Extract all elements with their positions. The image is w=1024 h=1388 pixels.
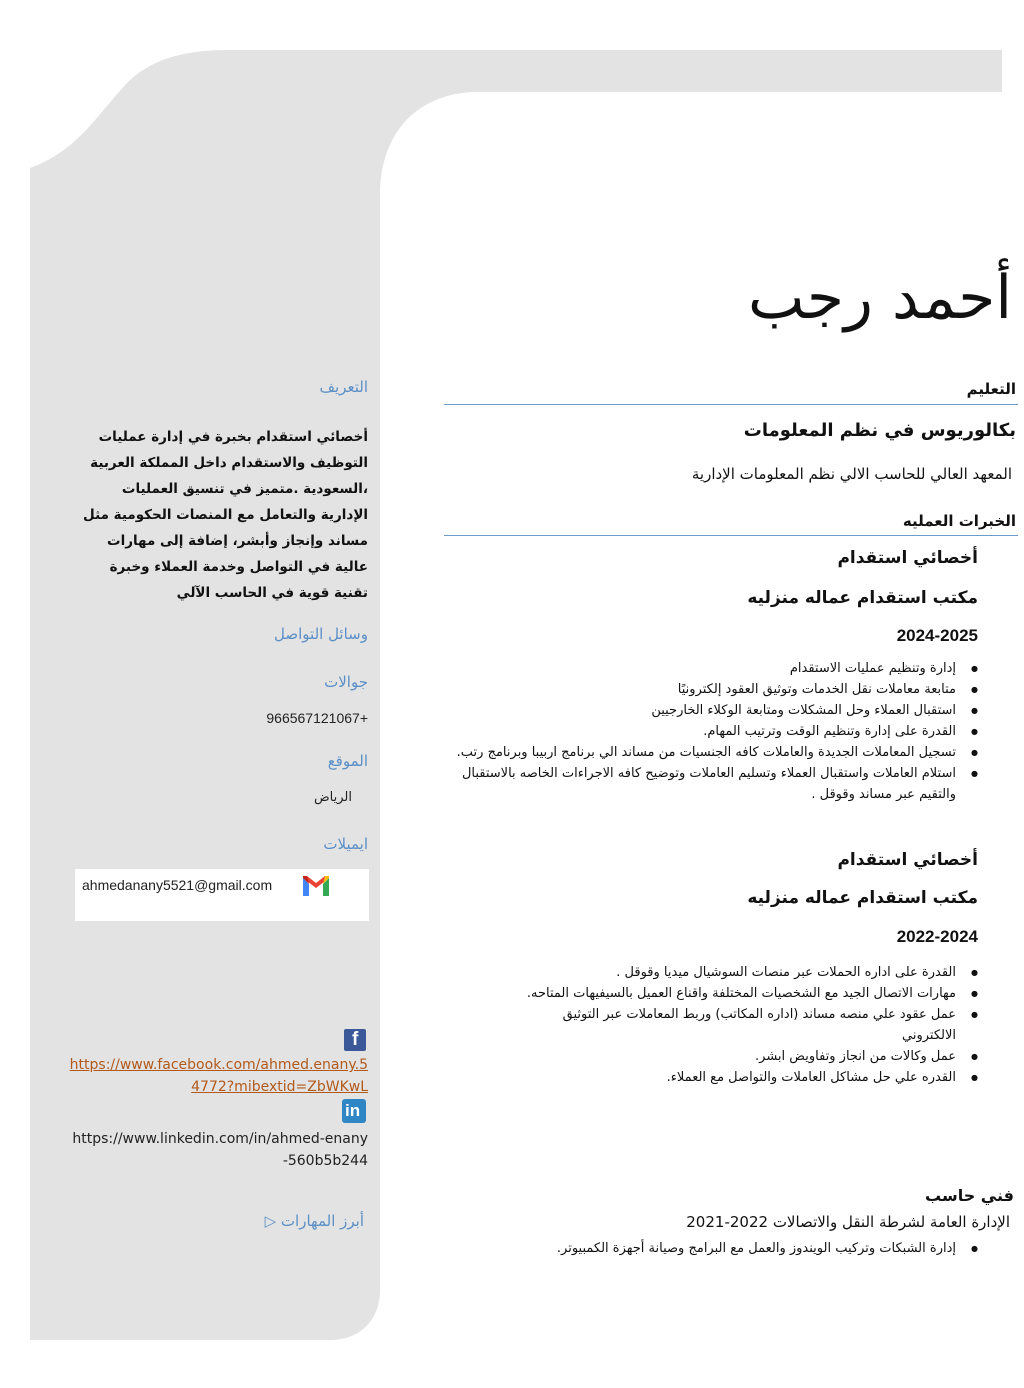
degree-title: بكالوريوس في نظم المعلومات — [743, 420, 1016, 441]
job-company: مكتب استقدام عماله منزليه — [747, 588, 978, 608]
job-company: مكتب استقدام عماله منزليه — [747, 888, 978, 908]
linkedin-icon[interactable]: in — [342, 1099, 366, 1123]
candidate-name: أحمد رجب — [748, 263, 1012, 333]
education-heading: التعليم — [966, 380, 1016, 398]
facebook-icon[interactable]: f — [344, 1029, 366, 1051]
list-item: ● القدرة على إدارة وتنظيم الوقت وترتيب المهام. — [440, 721, 1000, 742]
job-years: 2022-2024 — [896, 927, 978, 946]
job-years: 2024-2025 — [896, 626, 978, 645]
phone-number[interactable]: +966567121067 — [266, 710, 368, 726]
technician-org: الإدارة العامة لشرطة النقل والاتصالات 2022-2021 — [686, 1213, 1010, 1231]
experience-heading: الخبرات العمليه — [902, 512, 1016, 530]
technician-duties-list — [440, 1238, 1000, 1259]
location-value: الرياض — [313, 790, 352, 805]
list-item: ● تسجيل المعاملات الجديدة والعاملات كافه الجنسيات من مساند الي برنامج اربيبا وبرنامج رتب. — [440, 742, 1000, 763]
job-title: أخصائي استقدام — [837, 850, 978, 870]
about-heading: التعريف — [319, 378, 368, 396]
list-item: ● متابعة معاملات نقل الخدمات وتوثيق العقود إلكترونيًا — [440, 679, 1000, 700]
skills-section-toggle[interactable]: أبرز المهارات ▷ — [264, 1212, 364, 1230]
section-divider — [444, 535, 1018, 536]
job-duties-list — [440, 658, 1000, 805]
section-divider — [444, 404, 1018, 405]
job-duties-list — [440, 962, 1000, 1088]
list-item: ● إدارة الشبكات وتركيب الويندوز والعمل مع البرامج وصيانة أجهزة الكمبيوتر. — [440, 1238, 1000, 1259]
list-item: ● مهارات الاتصال الجيد مع الشخصيات المختلفة واقناع العميل بالسيفيهات المتاحه. — [440, 983, 1000, 1004]
facebook-link[interactable]: https://www.facebook.com/ahmed.enany.54772?mibextid=ZbWKwL — [69, 1057, 368, 1095]
contact-heading: وسائل التواصل — [274, 625, 368, 643]
job-title: أخصائي استقدام — [837, 548, 978, 568]
list-item: ● القدرة على اداره الحملات عبر منصات السوشيال ميديا وقوقل . — [440, 962, 1000, 983]
about-text: أخصائي استقدام بخبرة في إدارة عمليات التوظيف والاستقدام داخل المملكة العربية ،السعودية .متميز في تنسيق العمليات الإدارية والتعامل مع المنصات الحكومية مثل مساند وإنجاز وأبشر، إضافة إلى مهارات عالية في التواصل وخدمة العملاء وخبرة تقنية قوية في الحاسب الآلي — [83, 429, 368, 601]
list-item: ● إدارة وتنظيم عمليات الاستقدام — [440, 658, 1000, 679]
list-item: ● عمل وكالات من انجاز وتفاويض ابشر. — [440, 1046, 1000, 1067]
technician-title: فني حاسب — [925, 1186, 1014, 1205]
list-item: ● استلام العاملات واستقبال العملاء وتسليم العاملات وتوضيح كافه الاجراءات الخاصه بالاستقبال والتقيم عبر مساند وقوقل . — [440, 763, 1000, 805]
list-item: ● عمل عقود علي منصه مساند (اداره المكاتب) وربط المعاملات عبر التوثيق الالكتروني — [440, 1004, 1000, 1046]
email-heading: ايميلات — [323, 835, 368, 853]
gmail-icon — [301, 874, 331, 898]
institution-name: المعهد العالي للحاسب الالي نظم المعلومات الإدارية — [691, 465, 1012, 483]
list-item: ● القدره علي حل مشاكل العاملات والتواصل مع العملاء. — [440, 1067, 1000, 1088]
linkedin-link[interactable]: https://www.linkedin.com/in/ahmed-enany-560b5b244 — [72, 1131, 368, 1169]
email-address[interactable]: ahmedanany5521@gmail.com — [82, 877, 273, 893]
list-item: ● استقبال العملاء وحل المشكلات ومتابعة الوكلاء الخارجيين — [440, 700, 1000, 721]
location-heading: الموقع — [327, 752, 368, 770]
phone-heading: جوالات — [324, 673, 368, 691]
email-card[interactable] — [75, 869, 369, 921]
